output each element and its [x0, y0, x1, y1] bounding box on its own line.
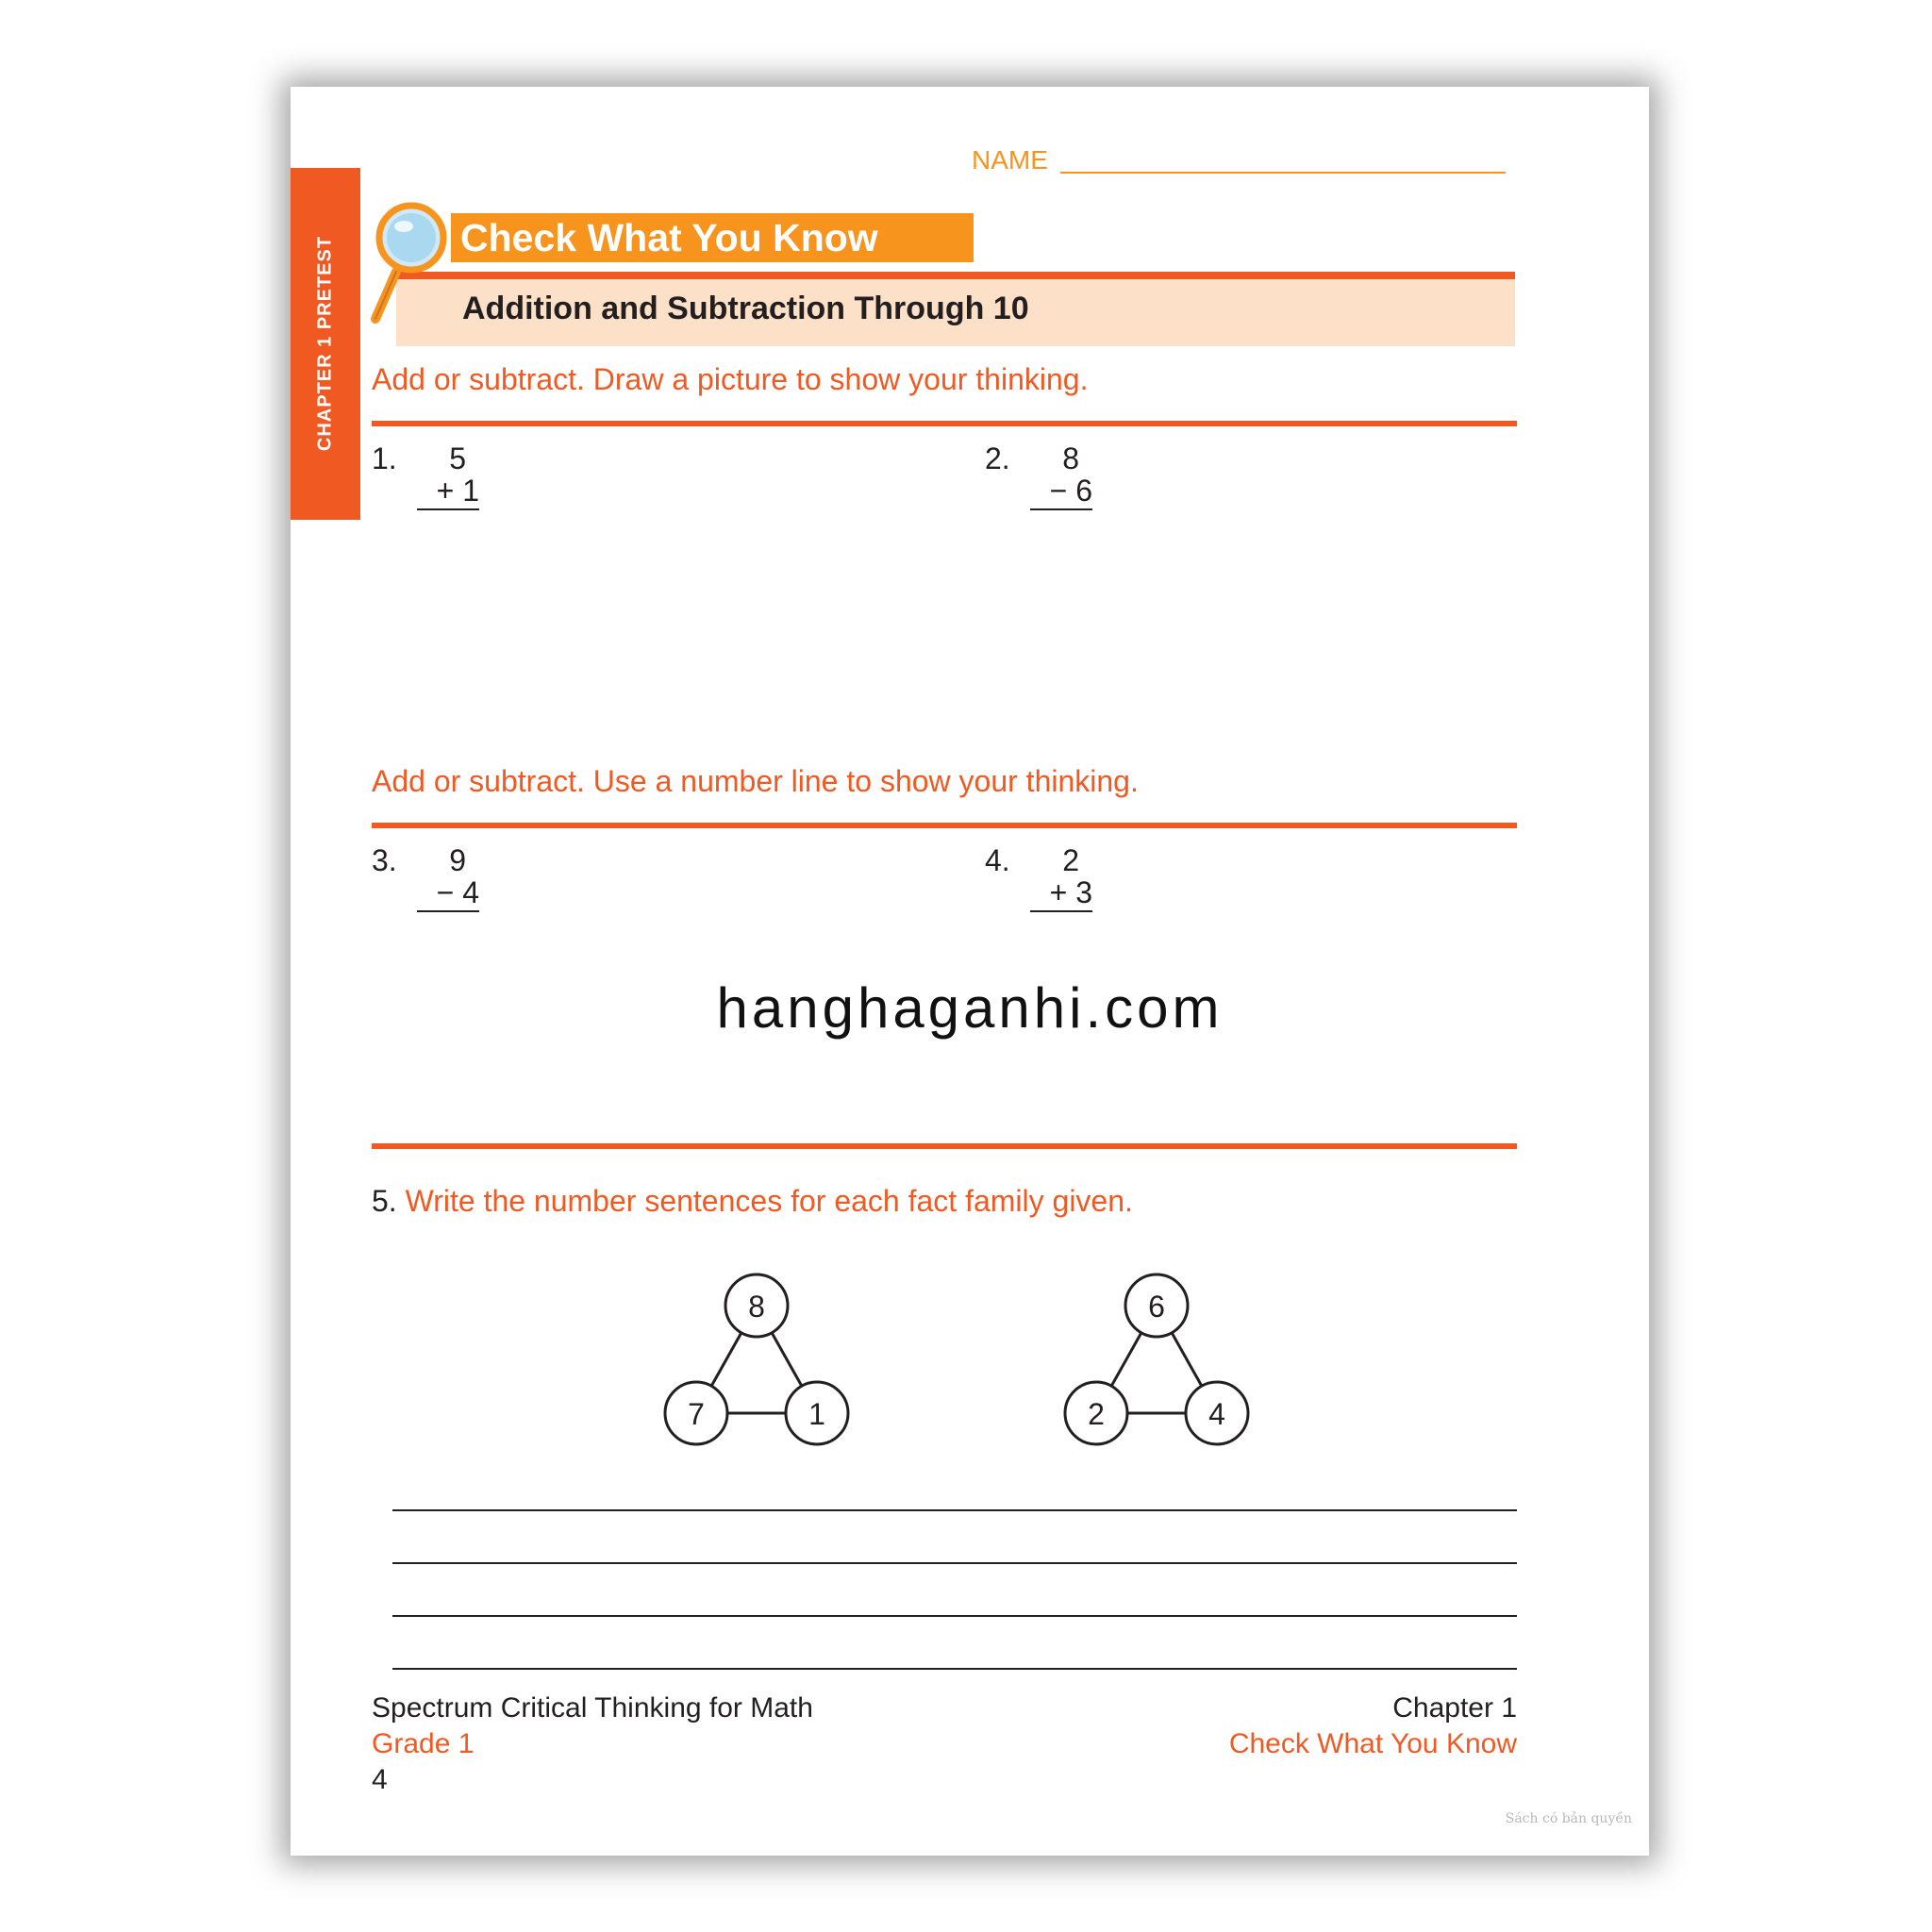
fact-family-top-number: 6 — [1148, 1290, 1165, 1324]
problem-1 — [372, 441, 504, 517]
problem-number: 2. — [985, 441, 1010, 475]
answer-write-line — [392, 1615, 1517, 1617]
section-2-rule — [372, 823, 1517, 828]
footer-chapter: Chapter 1 — [1392, 1692, 1517, 1724]
fact-family-left-number: 2 — [1088, 1397, 1105, 1431]
section-3-instruction-text: Write the number sentences for each fact family given. — [405, 1184, 1133, 1218]
problem-bottom-operand: + 1 — [417, 474, 479, 510]
page-title: Check What You Know — [460, 216, 878, 259]
problem-top-operand: 8 — [1062, 441, 1079, 475]
chapter-side-tab — [291, 168, 360, 520]
fact-family-right-number: 1 — [808, 1397, 825, 1431]
page-number: 4 — [372, 1764, 388, 1795]
section-3-rule — [372, 1143, 1517, 1149]
footer-left — [372, 1690, 813, 1762]
footer-book-title: Spectrum Critical Thinking for Math — [372, 1692, 813, 1724]
footer-grade: Grade 1 — [372, 1728, 475, 1759]
copyright-note: Sách có bản quyền — [1505, 1811, 1632, 1826]
problem-3 — [372, 843, 504, 919]
problem-4 — [985, 843, 1117, 919]
name-label: NAME — [972, 145, 1048, 175]
footer-chapter-title: Check What You Know — [1228, 1728, 1517, 1759]
page-subtitle: Addition and Subtraction Through 10 — [462, 291, 1029, 326]
problem-number: 3. — [372, 843, 397, 877]
problem-bottom-operand: − 6 — [1030, 474, 1092, 510]
watermark-text: hanghaganhi.com — [716, 976, 1224, 1040]
name-write-line — [1060, 172, 1506, 174]
problem-2 — [985, 441, 1117, 517]
title-banner — [451, 213, 974, 262]
fact-family-triangle-1 — [662, 1270, 851, 1449]
fact-family-top-number: 8 — [748, 1290, 765, 1324]
problem-top-operand: 2 — [1062, 843, 1079, 877]
section-1-rule — [372, 421, 1517, 426]
answer-write-line — [392, 1509, 1517, 1511]
fact-family-triangle-2 — [1062, 1270, 1251, 1449]
problem-number: 4. — [985, 843, 1010, 877]
magnifying-glass-icon — [368, 198, 453, 340]
footer-right — [1229, 1690, 1517, 1762]
subtitle-band — [396, 272, 1515, 346]
problem-number: 5. — [372, 1184, 397, 1218]
section-2-instruction: Add or subtract. Use a number line to show your thinking. — [372, 764, 1139, 798]
problem-bottom-operand: − 4 — [417, 875, 479, 912]
chapter-side-tab-label: CHAPTER 1 PRETEST — [314, 235, 336, 452]
fact-family-right-number: 4 — [1208, 1397, 1225, 1431]
section-1-instruction: Add or subtract. Draw a picture to show your thinking. — [372, 362, 1089, 396]
answer-write-line — [392, 1668, 1517, 1670]
problem-top-operand: 9 — [449, 843, 466, 877]
answer-write-line — [392, 1562, 1517, 1564]
problem-number: 1. — [372, 441, 397, 475]
problem-bottom-operand: + 3 — [1030, 875, 1092, 912]
problem-top-operand: 5 — [449, 441, 466, 475]
section-3-instruction — [372, 1184, 1133, 1219]
fact-family-left-number: 7 — [688, 1397, 705, 1431]
worksheet-page — [291, 87, 1649, 1856]
